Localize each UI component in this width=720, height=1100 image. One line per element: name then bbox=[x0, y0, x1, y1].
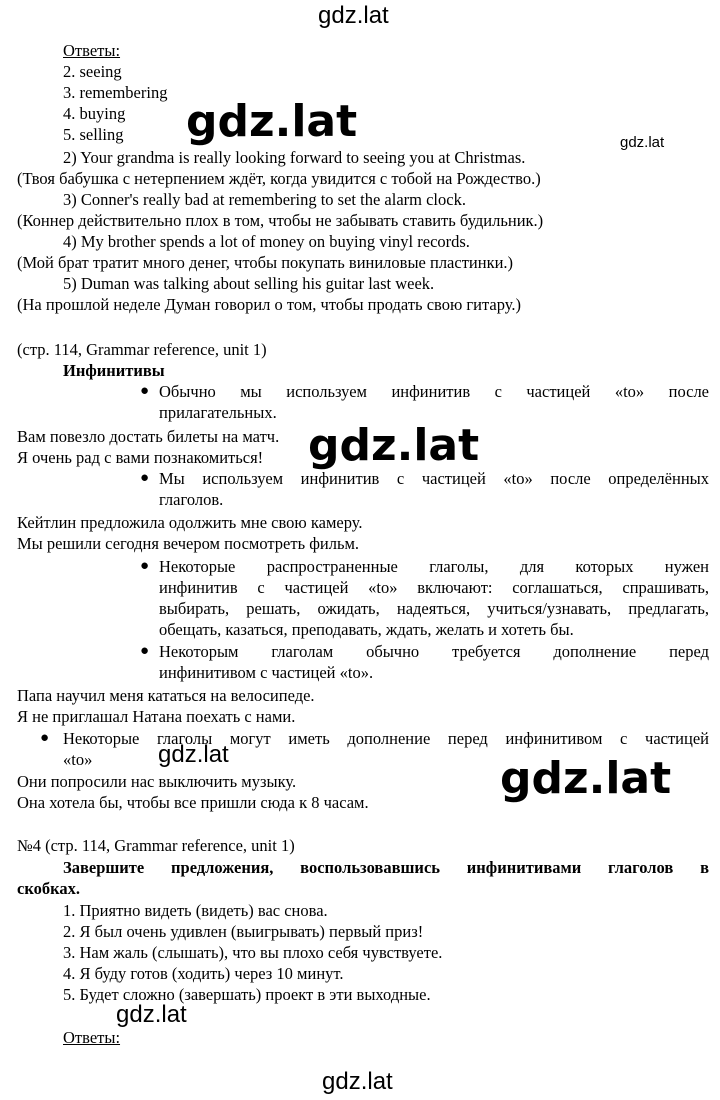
watermark-big-3: gdz.lat bbox=[500, 753, 672, 804]
bullet-text: инфинитив с частицей «to» включают: соглашаться, спрашивать, bbox=[159, 578, 709, 597]
watermark-top: gdz.lat bbox=[318, 2, 389, 29]
sentence-ru: (Коннер действительно плох в том, чтобы не забывать ставить будильник.) bbox=[17, 211, 544, 230]
example-sentence: Я не приглашал Натана поехать с нами. bbox=[17, 707, 296, 726]
answers-heading: Ответы: bbox=[63, 1028, 121, 1047]
bullet-text: глаголов. bbox=[159, 490, 224, 509]
sentence-ru: (На прошлой неделе Думан говорил о том, чтобы продать свою гитару.) bbox=[17, 295, 521, 314]
answer-item: 5. selling bbox=[63, 125, 124, 144]
answer-item: 2. seeing bbox=[63, 62, 122, 81]
bullet-dot: ● bbox=[40, 730, 50, 746]
answer-item: 3. remembering bbox=[63, 83, 168, 102]
bullet-text: прилагательных. bbox=[159, 403, 277, 422]
sentence-en: 4) My brother spends a lot of money on buying vinyl records. bbox=[63, 232, 470, 251]
bullet-text: Некоторым глаголам обычно требуется дополнение перед bbox=[159, 642, 709, 661]
bullet-dot: ● bbox=[140, 383, 150, 399]
bullet-text: Мы используем инфинитив с частицей «to» после определённых bbox=[159, 469, 709, 488]
bullet-text: обещать, казаться, преподавать, ждать, желать и хотеть бы. bbox=[159, 620, 574, 639]
answer-item: 4. buying bbox=[63, 104, 126, 123]
answers-heading: Ответы: bbox=[63, 41, 121, 60]
sentence-en: 3) Conner's really bad at remembering to set the alarm clock. bbox=[63, 190, 466, 209]
bullet-text: «to» bbox=[63, 750, 93, 769]
watermark-small-low: gdz.lat bbox=[116, 1001, 187, 1028]
section-title: Инфинитивы bbox=[63, 361, 165, 380]
bullet-text: Некоторые распространенные глаголы, для которых нужен bbox=[159, 557, 709, 576]
example-sentence: Кейтлин предложила одолжить мне свою камеру. bbox=[17, 513, 363, 532]
exercise-item: 1. Приятно видеть (видеть) вас снова. bbox=[63, 901, 328, 920]
exercise-item: 5. Будет сложно (завершать) проект в эти выходные. bbox=[63, 985, 431, 1004]
exercise-item: 2. Я был очень удивлен (выигрывать) первый приз! bbox=[63, 922, 424, 941]
exercise-reference: №4 (стр. 114, Grammar reference, unit 1) bbox=[17, 836, 295, 855]
example-sentence: Я очень рад с вами познакомиться! bbox=[17, 448, 264, 467]
watermark-bottom: gdz.lat bbox=[322, 1068, 393, 1095]
bullet-dot: ● bbox=[140, 470, 150, 486]
watermark-big-1: gdz.lat bbox=[186, 96, 358, 147]
bullet-text: выбирать, решать, ожидать, надеяться, учиться/узнавать, предлагать, bbox=[159, 599, 709, 618]
grammar-reference: (стр. 114, Grammar reference, unit 1) bbox=[17, 340, 267, 359]
bullet-dot: ● bbox=[140, 558, 150, 574]
sentence-ru: (Мой брат тратит много денег, чтобы покупать виниловые пластинки.) bbox=[17, 253, 514, 272]
example-sentence: Вам повезло достать билеты на матч. bbox=[17, 427, 280, 446]
sentence-en: 5) Duman was talking about selling his guitar last week. bbox=[63, 274, 435, 293]
example-sentence: Они попросили нас выключить музыку. bbox=[17, 772, 297, 791]
example-sentence: Папа научил меня кататься на велосипеде. bbox=[17, 686, 315, 705]
bullet-text: инфинитивом с частицей «to». bbox=[159, 663, 374, 682]
exercise-task: Завершите предложения, воспользовавшись инфинитивами глаголов в bbox=[63, 858, 709, 877]
bullet-text: Обычно мы используем инфинитив с частицей «to» после bbox=[159, 382, 709, 401]
watermark-big-2: gdz.lat bbox=[308, 420, 480, 471]
sentence-en: 2) Your grandma is really looking forward to seeing you at Christmas. bbox=[63, 148, 526, 167]
exercise-item: 4. Я буду готов (ходить) через 10 минут. bbox=[63, 964, 344, 983]
example-sentence: Она хотела бы, чтобы все пришли сюда к 8 часам. bbox=[17, 793, 369, 812]
bullet-text: Некоторые глаголы могут иметь дополнение перед инфинитивом с частицей bbox=[63, 729, 709, 748]
exercise-item: 3. Нам жаль (слышать), что вы плохо себя чувствуете. bbox=[63, 943, 443, 962]
exercise-task: скобках. bbox=[17, 879, 80, 898]
bullet-dot: ● bbox=[140, 643, 150, 659]
watermark-side: gdz.lat bbox=[620, 134, 665, 151]
sentence-ru: (Твоя бабушка с нетерпением ждёт, когда увидится с тобой на Рождество.) bbox=[17, 169, 541, 188]
watermark-small-mid: gdz.lat bbox=[158, 741, 229, 768]
example-sentence: Мы решили сегодня вечером посмотреть фильм. bbox=[17, 534, 360, 553]
